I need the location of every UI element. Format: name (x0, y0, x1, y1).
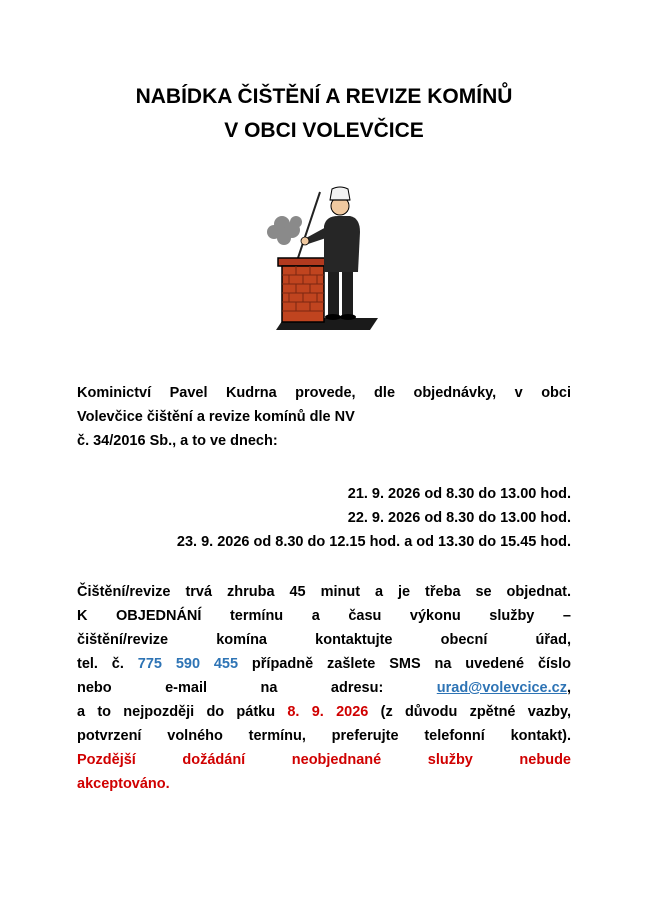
phone-number[interactable]: 775 590 455 (137, 656, 239, 672)
page-subtitle: V OBCI VOLEVČICE (224, 119, 424, 142)
warning-line-1: Pozdější dožádání neobjednané služby nebude (77, 752, 571, 768)
email-suffix: , (566, 680, 571, 696)
phone-prefix: tel. č. (77, 656, 138, 672)
page-title: NABÍDKA ČIŠTĚNÍ A REVIZE KOMÍNŮ (135, 85, 513, 108)
date-item: 23. 9. 2026 od 8.30 do 12.15 hod. a od 13.30 do 15.45 hod. (176, 534, 571, 550)
notice-line-7: potvrzení volného termínu, preferujte telefonní kontakt). (77, 728, 571, 744)
intro-line-3: č. 34/2016 Sb., a to ve dnech: (77, 433, 278, 449)
notice-line-5 (77, 676, 571, 700)
dates-list (77, 482, 571, 554)
notice-line-4 (77, 652, 571, 676)
chimney-sweep-icon (262, 186, 380, 336)
intro-line-2: Volevčice čištění a revize komínů dle NV (77, 409, 355, 425)
order-notice (77, 580, 571, 796)
notice-line-3: čištění/revize komína kontaktujte obecní úřad, (77, 632, 571, 648)
notice-line-2: K OBJEDNÁNÍ termínu a času výkonu služby – (77, 608, 571, 624)
date-item: 22. 9. 2026 od 8.30 do 13.00 hod. (347, 510, 571, 526)
email-prefix: nebo e-mail na adresu: (77, 680, 384, 696)
deadline-date: 8. 9. 2026 (287, 704, 369, 720)
deadline-prefix: a to nejpozději do pátku (77, 704, 288, 720)
phone-suffix: případně zašlete SMS na uvedené číslo (238, 656, 571, 672)
notice-line-6 (77, 700, 571, 724)
email-link[interactable]: urad@volevcice.cz (436, 680, 567, 696)
warning-line-2: akceptováno. (77, 776, 170, 792)
date-item: 21. 9. 2026 od 8.30 do 13.00 hod. (347, 486, 571, 502)
intro-paragraph (77, 381, 571, 453)
notice-line-1: Čištění/revize trvá zhruba 45 minut a je třeba se objednat. (77, 584, 571, 600)
intro-line-1: Kominictví Pavel Kudrna provede, dle objednávky, v obci (77, 385, 571, 401)
deadline-suffix: (z důvodu zpětné vazby, (368, 704, 572, 720)
